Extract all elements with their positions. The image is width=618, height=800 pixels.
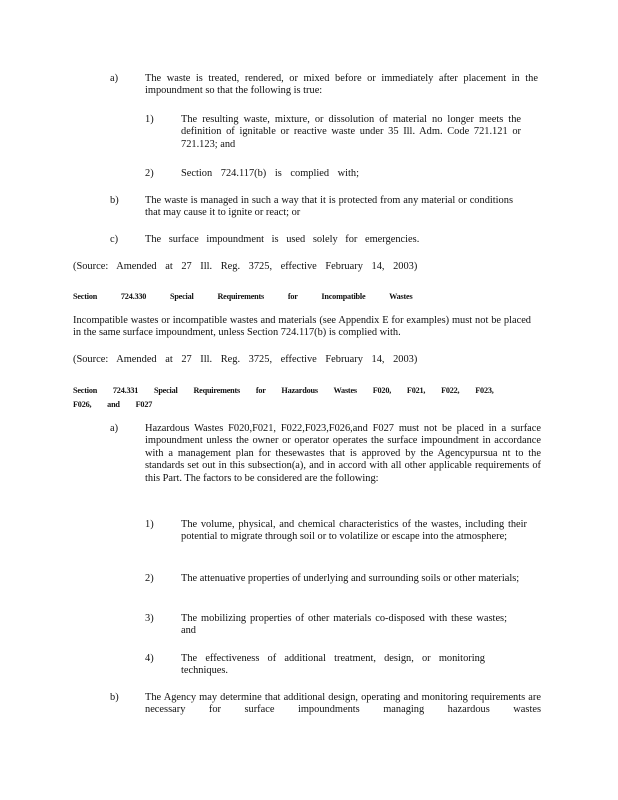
factor-1-label: 1) [145, 519, 154, 530]
factor-2-text: The attenuative properties of underlying and surrounding soils or other materials; [181, 573, 520, 584]
factor-4-text: The effectiveness of additional treatment, design, or monitoring techniques. [181, 653, 485, 677]
section-331-b-text: The Agency may determine that additional design, operating and monitoring requirements are necessary for surface impoundments managing hazardous wastes [145, 692, 541, 716]
section-331-a-label: a) [110, 423, 119, 434]
subsection-b-text: The waste is managed in such a way that it is protected from any material or conditions that may cause it to ignite or react; or [145, 195, 513, 219]
source-note-1: (Source: Amended at 27 Ill. Reg. 3725, effective February 14, 2003) [73, 261, 418, 272]
section-330-body: Incompatible wastes or incompatible wastes and materials (see Appendix E for examples) must not be placed in the same surface impoundment, unless Section 724.117(b) is complied with. [73, 315, 531, 339]
factor-2-label: 2) [145, 573, 154, 584]
section-331-heading-line2: F026, and F027 [73, 400, 153, 410]
section-331-heading-line1: Section 724.331 Special Requirements for Hazardous Wastes F020, F021, F022, F023, [73, 386, 494, 395]
section-331-a-text: Hazardous Wastes F020,F021, F022,F023,F026,and F027 must not be placed in a surface impoundment unless the owner or operator operates the surface impoundment in accordance with a management plan for thesewastes that is approved by the Agencypursua nt to the standards set out in this subsection(a), and in accord with all other applicable requirements of this Part. The factors to be considered are the following: [145, 423, 541, 484]
factor-4-label: 4) [145, 653, 154, 664]
subsection-a-text: The waste is treated, rendered, or mixed before or immediately after placement in the impoundment so that the following is true: [145, 73, 538, 97]
section-331-heading [73, 385, 543, 412]
section-331-b-label: b) [110, 692, 119, 703]
subsection-c-label: c) [110, 234, 119, 245]
factor-1-text: The volume, physical, and chemical characteristics of the wastes, including their potential to migrate through soil or to volatilize or escape into the atmosphere; [181, 519, 527, 543]
subsection-c-text: The surface impoundment is used solely for emergencies. [145, 234, 420, 245]
subsection-a-label: a) [110, 73, 119, 84]
factor-3-text: The mobilizing properties of other materials co-disposed with these wastes; and [181, 613, 507, 637]
subsection-a1-text: The resulting waste, mixture, or dissolution of material no longer meets the definition of ignitable or reactive waste under 35 Ill. Adm. Code 721.121 or 721.123; and [181, 114, 521, 150]
factor-3-label: 3) [145, 613, 154, 624]
source-note-2: (Source: Amended at 27 Ill. Reg. 3725, effective February 14, 2003) [73, 354, 418, 365]
subsection-b-label: b) [110, 195, 119, 206]
subsection-a2-label: 2) [145, 168, 154, 179]
section-330-heading: Section 724.330 Special Requirements for Incompatible Wastes [73, 292, 413, 301]
subsection-a2-text: Section 724.117(b) is complied with; [181, 168, 360, 179]
subsection-a1-label: 1) [145, 114, 154, 125]
